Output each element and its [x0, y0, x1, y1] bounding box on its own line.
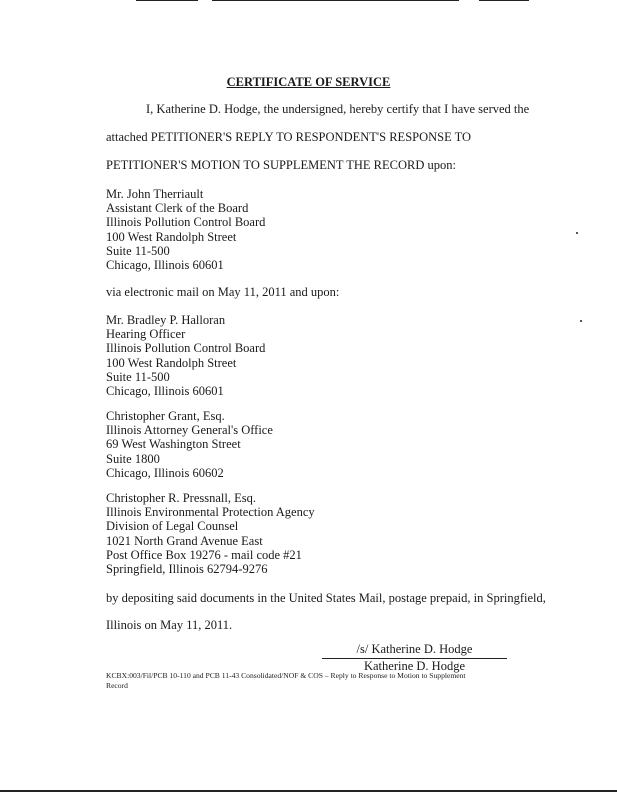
header-rule-left	[136, 0, 198, 1]
document-footer	[106, 671, 546, 691]
electronic-signature: /s/ Katherine D. Hodge	[322, 642, 507, 659]
bottom-border	[0, 790, 617, 792]
signer-name: Katherine D. Hodge	[363, 659, 465, 673]
header-rule-center	[212, 0, 459, 1]
address-line: Mr. John Therriault	[106, 187, 204, 201]
address-line: Assistant Clerk of the Board	[106, 201, 249, 216]
address-line: Springfield, Illinois 62794-9276	[106, 562, 268, 577]
address-line: Christopher Grant, Esq.	[106, 409, 225, 423]
header-rule-right	[479, 0, 529, 1]
recipient-address-2	[106, 313, 265, 398]
address-line: 69 West Washington Street	[106, 437, 241, 452]
recipient-address-3	[106, 409, 273, 480]
address-line: Illinois Pollution Control Board	[106, 341, 266, 356]
address-line: Christopher R. Pressnall, Esq.	[106, 491, 256, 505]
address-line: 100 West Randolph Street	[106, 229, 237, 244]
electronic-mail-line: via electronic mail on May 11, 2011 and upon:	[106, 285, 340, 299]
address-line: Suite 1800	[106, 451, 160, 466]
address-line: Mr. Bradley P. Halloran	[106, 313, 226, 327]
scan-speck	[580, 320, 582, 322]
recipient-address-4	[106, 491, 315, 576]
address-line: Suite 11-500	[106, 243, 170, 258]
closing-line-2: Illinois on May 11, 2011.	[106, 618, 233, 632]
intro-line-1: I, Katherine D. Hodge, the undersigned, hereby certify that I have served the	[146, 102, 530, 116]
address-line: Chicago, Illinois 60601	[106, 258, 224, 273]
address-line: Chicago, Illinois 60601	[106, 384, 224, 399]
address-line: Hearing Officer	[106, 327, 186, 342]
signature-block	[322, 642, 507, 674]
closing-line-1: by depositing said documents in the United States Mail, postage prepaid, in Springfield,	[106, 591, 546, 605]
footer-line-2: Record	[106, 681, 128, 690]
scan-speck	[576, 232, 578, 234]
intro-line-3: PETITIONER'S MOTION TO SUPPLEMENT THE RECORD upon:	[106, 158, 456, 172]
intro-line-2: attached PETITIONER'S REPLY TO RESPONDENT'S RESPONSE TO	[106, 130, 472, 144]
recipient-address-1	[106, 187, 265, 272]
footer-line-1: KCBX:003/Fil/PCB 10-110 and PCB 11-43 Consolidated/NOF & COS – Reply to Response to Motion to Supplement	[106, 671, 466, 680]
address-line: 1021 North Grand Avenue East	[106, 533, 263, 548]
address-line: Post Office Box 19276 - mail code #21	[106, 547, 302, 562]
address-line: Division of Legal Counsel	[106, 519, 239, 534]
address-line: Chicago, Illinois 60602	[106, 465, 224, 480]
certificate-title: CERTIFICATE OF SERVICE	[226, 75, 391, 89]
address-line: 100 West Randolph Street	[106, 355, 237, 370]
address-line: Illinois Attorney General's Office	[106, 423, 273, 438]
address-line: Suite 11-500	[106, 369, 170, 384]
address-line: Illinois Environmental Protection Agency	[106, 505, 315, 520]
address-line: Illinois Pollution Control Board	[106, 215, 266, 230]
